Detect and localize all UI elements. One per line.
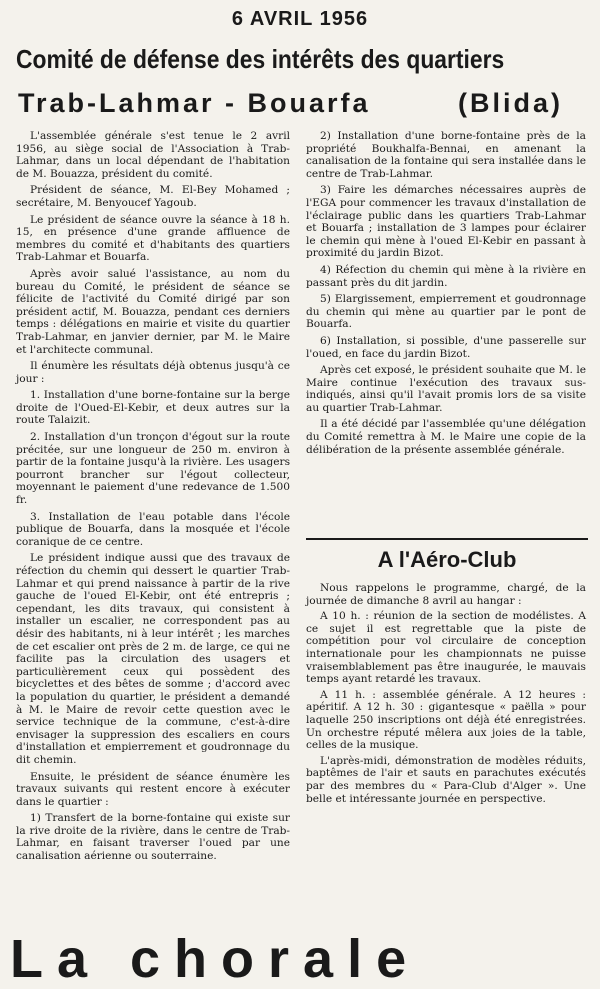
paragraph: Nous rappelons le programme, chargé, de la journée de dimanche 8 avril au hangar : <box>306 582 586 607</box>
paragraph: Il énumère les résultats déjà obtenus jusqu'à ce jour : <box>16 360 290 385</box>
paragraph: L'après-midi, démonstration de modèles réduits, baptêmes de l'air et sauts en parachutes exécutés par des membres du « Para-Club d'Alger ». Une belle et intéressante journée en perspective. <box>306 754 586 805</box>
article-date: 6 AVRIL 1956 <box>231 8 369 30</box>
right-column <box>306 130 586 460</box>
paragraph: Après avoir salué l'assistance, au nom du bureau du Comité, le président de séance se félicite de l'activité du Comité dirigé par son président actif, M. Bouazza, pendant ces derniers temps : délégations en mairie et visite du quartier Trab-Lahmar, en janvier dernier, par M. le Maire et l'architecte communal. <box>16 267 290 356</box>
paragraph: 2) Installation d'une borne-fontaine près de la propriété Boukhalfa-Bennai, en amenant la canalisation de la fontaine qui sera installée dans le centre de Trab-Lahmar. <box>306 130 586 180</box>
paragraph: 1) Transfert de la borne-fontaine qui existe sur la rive droite de la rivière, dans le centre de Trab-Lahmar, en faisant traverser l'oued par une canalisation aérienne ou souterraine. <box>16 812 290 863</box>
article-headline: Comité de défense des intérêts des quartiers <box>16 44 505 74</box>
paragraph: Après cet exposé, le président souhaite que M. le Maire continue l'exécution des travaux sus-indiqués, ainsi qu'il l'avait promis lors de sa visite au quartier Trab-Lahmar. <box>306 364 586 414</box>
subhead-town: (Blida) <box>458 88 563 118</box>
subhead-place: Trab-Lahmar - Bouarfa <box>18 88 371 118</box>
next-headline-fragment <box>10 929 600 989</box>
paragraph: Président de séance, M. El-Bey Mohamed ; secrétaire, M. Benyoucef Yagoub. <box>16 184 290 209</box>
article-subhead <box>18 88 588 119</box>
paragraph: 3. Installation de l'eau potable dans l'école publique de Bouarfa, dans la mosquée et l'école coranique de ce centre. <box>16 510 290 548</box>
paragraph: Ensuite, le président de séance énumère les travaux suivants qui restent encore à exécuter dans le quartier : <box>16 770 290 808</box>
aero-club-article <box>306 582 586 808</box>
paragraph: 2. Installation d'un tronçon d'égout sur la route précitée, sur une longueur de 250 m. environ à partir de la fontaine jusqu'à la rivière. Les usagers pourront brancher sur l'égout collecteur, moyennant le paiement d'une redevance de 1.500 fr. <box>16 431 290 507</box>
paragraph: Il a été décidé par l'assemblée qu'une délégation du Comité remettra à M. le Maire une copie de la délibération de la présente assemblée générale. <box>306 418 586 456</box>
paragraph: L'assemblée générale s'est tenue le 2 avril 1956, au siège social de l'Association à Trab-Lahmar, dans un local dépendant de l'habitation de M. Bouazza, président du comité. <box>16 130 290 180</box>
paragraph: 1. Installation d'une borne-fontaine sur la berge droite de l'Oued-El-Kebir, et deux autres sur la route Talaizit. <box>16 389 290 427</box>
paragraph: 4) Réfection du chemin qui mène à la rivière en passant près du dit jardin. <box>306 263 586 289</box>
aero-club-title: A l'Aéro-Club <box>377 547 517 572</box>
paragraph: 5) Elargissement, empierrement et goudronnage du chemin qui mène au quartier par le pont de Bouarfa. <box>306 293 586 331</box>
paragraph: Le président de séance ouvre la séance à 18 h. 15, en présence d'une grande affluence de membres du comité et d'habitants des quartiers Trab-Lahmar et Bouarfa. <box>16 213 290 264</box>
paragraph: 3) Faire les démarches nécessaires auprès de l'EGA pour commencer les travaux d'installation de l'éclairage public dans les quartiers Trab-Lahmar et Bouarfa ; installation de 3 lampes pour éclairer le chemin qui mène à l'oued El-Kebir en passant à proximité du jardin Bizot. <box>306 184 586 260</box>
section-divider <box>306 538 588 540</box>
paragraph: A 11 h. : assemblée générale. A 12 heures : apéritif. A 12 h. 30 : gigantesque « paëlla » pour laquelle 250 inscriptions ont déjà été enregistrées. Un orchestre réputé mêlera aux joies de la table, celles de la musique. <box>306 688 586 752</box>
paragraph: A 10 h. : réunion de la section de modélistes. A ce sujet il est regrettable que la piste de compétition pour vol circulaire de conception internationale pour les championnats ne puisse vraisemblablement pas être inaugurée, le mauvais temps ayant retardé les travaux. <box>306 610 586 686</box>
left-column <box>16 130 290 867</box>
paragraph: Le président indique aussi que des travaux de réfection du chemin qui dessert le quartier Trab-Lahmar et qui prend naissance à partir de la rive gauche de l'oued El-Kebir, ont été entrepris ; cependant, les dits travaux, qui consistent à installer un escalier, ne correspondent pas au désir des habitants, ni à leur intérêt ; les marches de cet escalier ont près de 2 m. de large, ce qui ne facilite pas la circulation des usagers et particulièrement ceux qui possèdent des bicyclettes et des bêtes de somme ; d'accord avec la population du quartier, le président a demandé à M. le Maire de revoir cette question avec le service technique de la commune, c'est-à-dire envisager la suppression des escaliers en cours d'installation et empierrement et goudronnage du dit chemin. <box>16 552 290 766</box>
next-headline-text: La chorale <box>10 929 421 989</box>
paragraph: 6) Installation, si possible, d'une passerelle sur l'oued, en face du jardin Bizot. <box>306 334 586 360</box>
